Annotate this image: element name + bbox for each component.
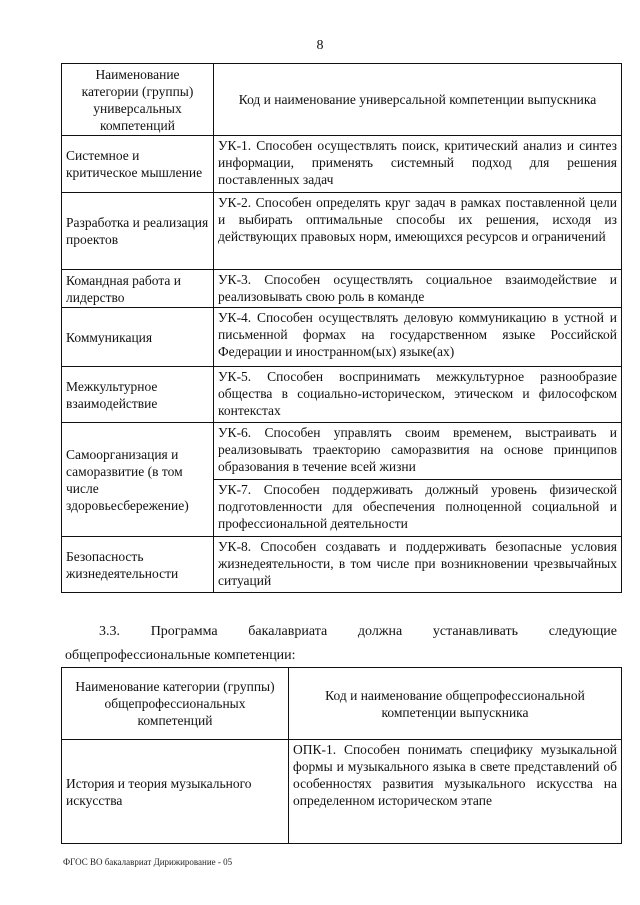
row-competency: УК-3. Способен осуществлять социальное взаимодействие и реализовывать свою роль в команде bbox=[214, 270, 622, 308]
table-row bbox=[62, 193, 622, 270]
table-row bbox=[62, 423, 622, 480]
universal-competencies-table bbox=[61, 63, 622, 593]
header-code: Код и наименование общепрофессиональной компетенции выпускника bbox=[289, 668, 622, 740]
row-competency: УК-7. Способен поддерживать должный уровень физической подготовленности для обеспечения полноценной социальной и профессиональной деятельности bbox=[214, 480, 622, 537]
footer-note: ФГОС ВО бакалавриат Дирижирование - 05 bbox=[63, 857, 233, 867]
table-row bbox=[62, 136, 622, 193]
page-number: 8 bbox=[316, 38, 324, 53]
row-category: Разработка и реализация проектов bbox=[62, 193, 214, 270]
header-category: Наименование категории (группы) универсальных компетенций bbox=[62, 64, 214, 136]
table-row bbox=[62, 270, 622, 308]
row-category: История и теория музыкального искусства bbox=[62, 740, 289, 844]
row-competency: УК-4. Способен осуществлять деловую коммуникацию в устной и письменной формах на государственном языке Российской Федерации и иностранном(ых) языке(ах) bbox=[214, 308, 622, 367]
section-paragraph-line2: общепрофессиональные компетенции: bbox=[65, 648, 296, 663]
table-header-row bbox=[62, 64, 622, 136]
header-code: Код и наименование универсальной компетенции выпускника bbox=[214, 64, 622, 136]
general-professional-competencies-table bbox=[61, 667, 622, 844]
row-category: Системное и критическое мышление bbox=[62, 136, 214, 193]
table-row bbox=[62, 740, 622, 844]
header-category: Наименование категории (группы) общепрофессиональных компетенций bbox=[62, 668, 289, 740]
row-category: Межкультурное взаимодействие bbox=[62, 367, 214, 423]
table-header-row bbox=[62, 668, 622, 740]
row-competency: УК-2. Способен определять круг задач в рамках поставленной цели и выбирать оптимальные способы их решения, исходя из действующих правовых норм, имеющихся ресурсов и ограничений bbox=[214, 193, 622, 270]
row-category: Самоорганизация и саморазвитие (в том числе здоровьесбережение) bbox=[62, 423, 214, 537]
section-paragraph-line1: 3.3. Программа бакалавриата должна устанавливать следующие bbox=[99, 624, 617, 639]
table-row bbox=[62, 537, 622, 593]
row-competency: УК-5. Способен воспринимать межкультурное разнообразие общества в социально-историческом, этическом и философском контекстах bbox=[214, 367, 622, 423]
table-row bbox=[62, 367, 622, 423]
row-competency: УК-6. Способен управлять своим временем, выстраивать и реализовывать траекторию саморазвития на основе принципов образования в течение всей жизни bbox=[214, 423, 622, 480]
row-category: Коммуникация bbox=[62, 308, 214, 367]
table-row bbox=[62, 308, 622, 367]
row-competency: ОПК-1. Способен понимать специфику музыкальной формы и музыкального языка в свете представлений об особенностях развития музыкального искусства на определенном историческом этапе bbox=[289, 740, 622, 844]
row-competency: УК-1. Способен осуществлять поиск, критический анализ и синтез информации, применять системный подход для решения поставленных задач bbox=[214, 136, 622, 193]
row-competency: УК-8. Способен создавать и поддерживать безопасные условия жизнедеятельности, в том числе при возникновении чрезвычайных ситуаций bbox=[214, 537, 622, 593]
row-category: Безопасность жизнедеятельности bbox=[62, 537, 214, 593]
row-category: Командная работа и лидерство bbox=[62, 270, 214, 308]
